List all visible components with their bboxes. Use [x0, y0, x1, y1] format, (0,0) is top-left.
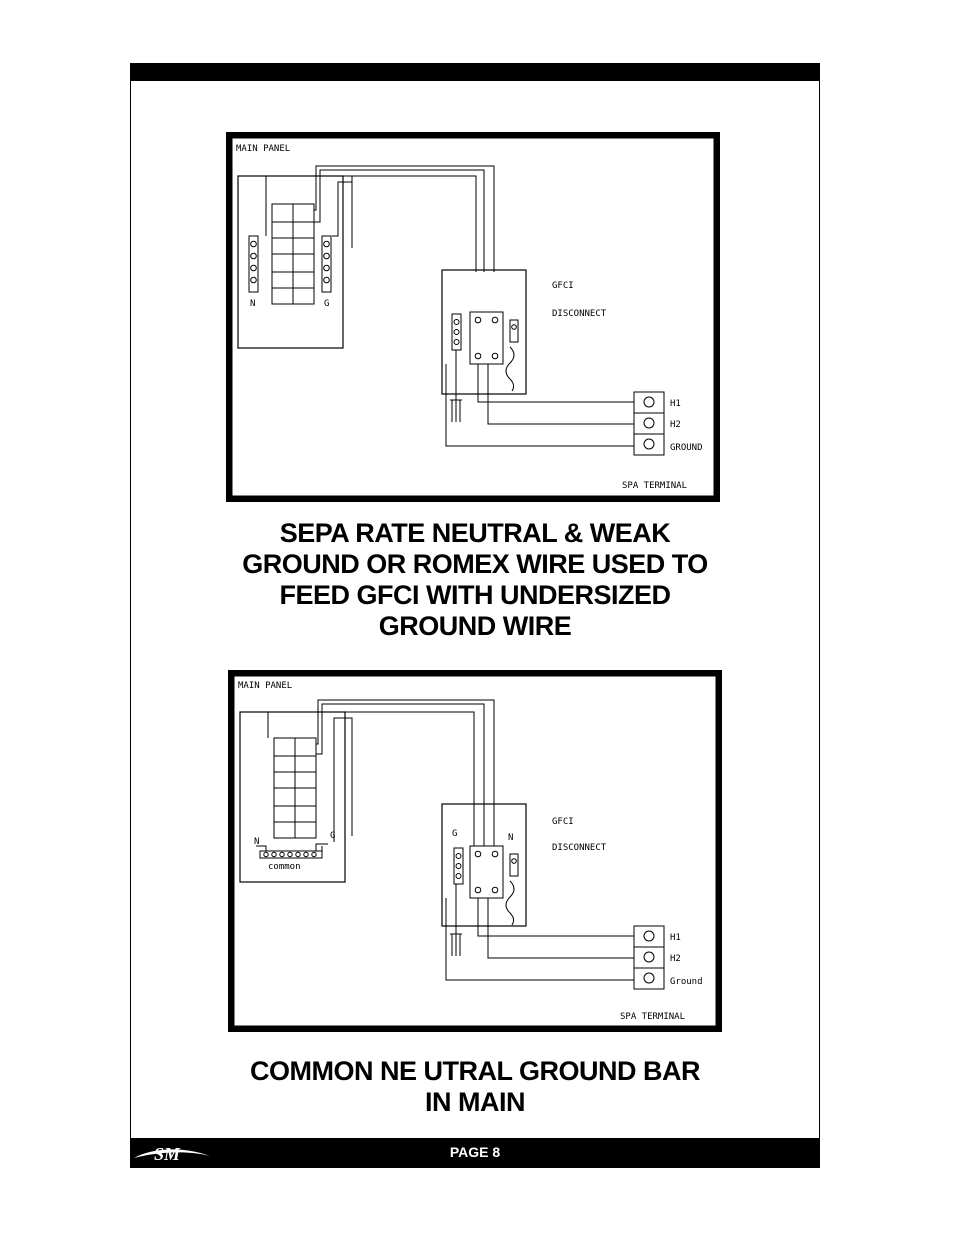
gfci-ground-label: G [452, 829, 458, 839]
caption-line: FEED GFCI WITH UNDERSIZED [279, 580, 671, 610]
main-panel-label: MAIN PANEL [236, 144, 291, 154]
ground-label: G [330, 831, 336, 841]
caption-common-neutral [130, 1056, 820, 1118]
gfci-label: GFCI [552, 281, 574, 291]
main-panel-label: MAIN PANEL [238, 681, 293, 691]
h1-label: H1 [670, 399, 681, 409]
caption-separate-neutral [130, 518, 820, 642]
h2-label: H2 [670, 420, 681, 430]
logo-text: SM [154, 1144, 181, 1164]
h2-label: H2 [670, 954, 681, 964]
caption-line: IN MAIN [425, 1087, 525, 1117]
ground-terminal-label: GROUND [670, 443, 703, 453]
caption-line: SEPA RATE NEUTRAL & WEAK [279, 518, 671, 548]
caption-line: GROUND OR ROMEX WIRE USED TO [242, 549, 708, 579]
wiring-diagram-separate-neutral [226, 132, 720, 507]
wiring-diagram-common-neutral [228, 670, 722, 1037]
page-number: PAGE 8 [449, 1144, 501, 1160]
neutral-bar-label: N [250, 299, 256, 309]
spa-terminal-label: SPA TERMINAL [620, 1012, 686, 1022]
neutral-label: N [254, 837, 260, 847]
header-bar [130, 63, 820, 81]
caption-line: GROUND WIRE [378, 611, 572, 641]
ground-bar-label: G [324, 299, 330, 309]
h1-label: H1 [670, 933, 681, 943]
caption-line: COMMON NE UTRAL GROUND BAR [250, 1056, 700, 1086]
gfci-neutral-label: N [508, 833, 514, 843]
gfci-label: GFCI [552, 817, 574, 827]
ground-terminal-label: Ground [670, 977, 703, 987]
disconnect-label: DISCONNECT [552, 309, 607, 319]
common-bar-label: common [268, 862, 301, 872]
spa-terminal-label: SPA TERMINAL [622, 481, 688, 491]
disconnect-label: DISCONNECT [552, 843, 607, 853]
